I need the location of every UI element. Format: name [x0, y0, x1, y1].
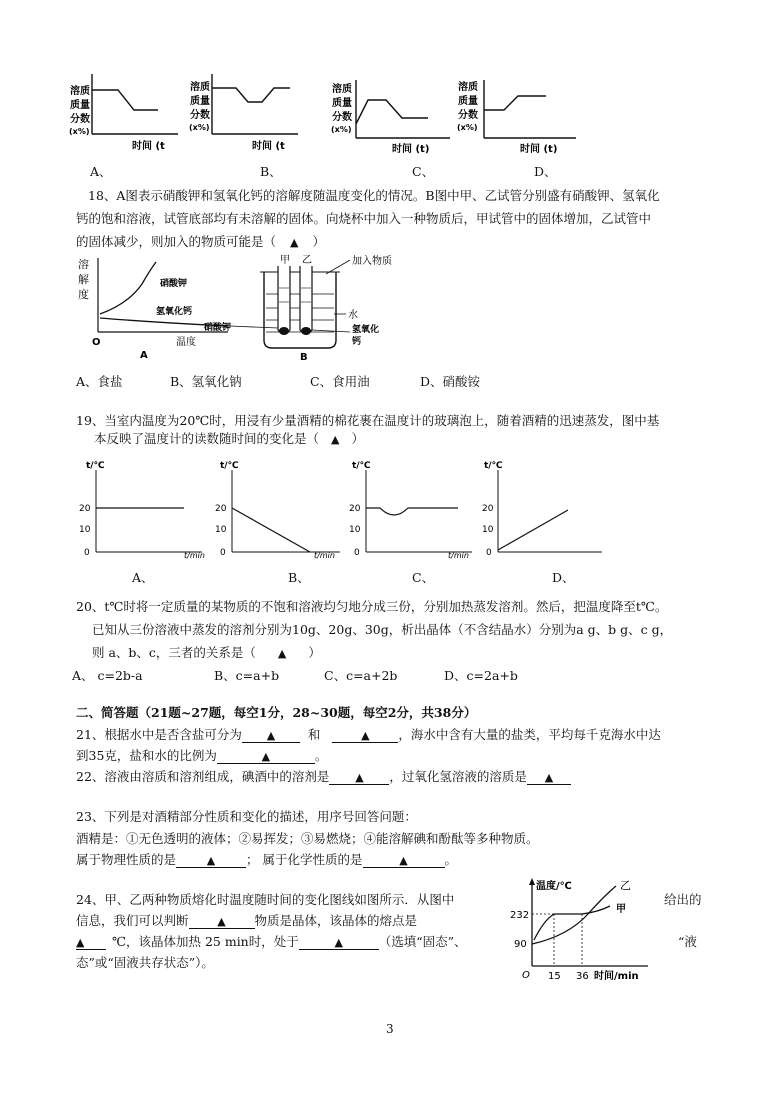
q23-line3-b: ； 属于化学性质的是	[246, 852, 363, 867]
ylabel-1: 溶质	[458, 82, 478, 93]
label-jia: 甲	[616, 904, 626, 915]
curve	[356, 100, 428, 124]
label-water: 水	[348, 310, 358, 321]
q23-blank-1[interactable]: ▲	[176, 854, 246, 868]
q24-line-1a: 24、甲、乙两种物质熔化时温度随时间的变化图线如图所示．从图中	[76, 892, 455, 907]
q18-figure-b	[200, 252, 420, 362]
ylabel-4: (x%)	[189, 123, 210, 132]
ylabel-2: 质量	[70, 100, 90, 111]
tick-0: 0	[84, 548, 90, 558]
q18-option-d: D、硝酸铵	[420, 374, 481, 389]
q24-line2-b: 物质是晶体，该晶体的熔点是	[254, 913, 418, 928]
q21-line2-a: 到35克，盐和水的比例为	[76, 748, 217, 763]
q19-graph-b	[214, 458, 354, 558]
q17-graph-d	[458, 76, 578, 156]
q20-option-d: D、c=2a+b	[444, 668, 518, 683]
curve	[92, 90, 158, 110]
curve	[484, 96, 546, 110]
ylabel: t/℃	[352, 461, 371, 471]
tick-20: 20	[215, 504, 227, 514]
tick-10: 10	[349, 525, 361, 535]
q20-line-3-end: ）	[308, 645, 321, 660]
q18-line-3	[76, 232, 325, 250]
q24-chart	[508, 876, 658, 986]
caption-a: A	[140, 350, 148, 361]
origin: O	[522, 970, 530, 981]
q19-graph-c	[348, 458, 488, 558]
q19-option-a: A、	[132, 570, 154, 585]
q21-text-a: 21、根据水中是否含盐可分为	[76, 727, 242, 742]
q24-line-2	[76, 911, 417, 929]
ylabel: t/℃	[220, 461, 239, 471]
blank-mark: ▲	[290, 236, 299, 249]
q20-option-b: B、c=a+b	[214, 668, 280, 683]
q21-text-c: ，海水中含有大量的盐类，平均每千克海水中达	[398, 727, 661, 742]
q23-line3-c: 。	[444, 852, 458, 867]
ylabel-4: (x%)	[331, 125, 352, 134]
xlabel: 时间 (t	[132, 141, 165, 152]
curve-kno3	[100, 262, 156, 314]
tick-20: 20	[79, 504, 91, 514]
q17-graph-c	[332, 76, 452, 156]
label-add: 加入物质	[352, 256, 392, 267]
q18-option-c: C、食用油	[310, 374, 370, 389]
q18-option-a: A、食盐	[76, 374, 123, 389]
q17-option-c: C、	[412, 164, 435, 179]
q23-line-1: 23、下列是对酒精部分性质和变化的描述，用序号回答问题：	[76, 809, 417, 824]
ylabel: 温度/℃	[536, 881, 572, 892]
q22-blank-1[interactable]: ▲	[329, 771, 389, 785]
tick-20: 20	[482, 504, 494, 514]
q19-line-1: 19、当室内温度为20℃时，用浸有少量酒精的棉花裹在温度计的玻璃泡上，随着酒精的迅速蒸发，图中基	[76, 413, 660, 428]
curve-caoh2-label: 氢氧化钙	[156, 307, 193, 317]
ylabel-3: 分数	[332, 112, 352, 123]
tick-0: 0	[354, 548, 360, 558]
xlabel: 时间 (t	[252, 141, 285, 152]
ylabel: t/℃	[484, 461, 503, 471]
q19-option-b: B、	[288, 570, 310, 585]
y-232: 232	[510, 910, 530, 921]
ylabel-1: 溶	[78, 258, 89, 271]
q24-blank-2[interactable]: ▲	[76, 936, 106, 950]
q23-line-2: 酒精是：①无色透明的液体；②易挥发；③易燃烧；④能溶解碘和酚酞等多种物质。	[76, 831, 539, 846]
label-left: 硝酸钾	[204, 323, 232, 333]
ylabel-2: 质量	[458, 96, 478, 107]
q19-line-2	[94, 429, 364, 447]
q21-blank-2[interactable]: ▲	[332, 729, 398, 743]
q22-line	[76, 767, 571, 785]
x-15: 15	[548, 971, 561, 982]
tick-0: 0	[486, 548, 492, 558]
label-jia: 甲	[280, 255, 290, 266]
q21-line-1	[76, 725, 661, 743]
q24-line-1b: 给出的	[664, 892, 702, 907]
q24-line-4: 态”或“固液共存状态”）。	[76, 955, 214, 970]
ylabel-1: 溶质	[332, 84, 352, 95]
ylabel-1: 溶质	[190, 82, 210, 93]
q18-line-3-text: 的固体减少，则加入的物质可能是（	[76, 234, 277, 249]
q20-line-2: 已知从三份溶液中蒸发的溶剂分别为10g、20g、30g，析出晶体（不含结晶水）分别为a g、b g、c g，	[92, 622, 673, 637]
q17-graph-a	[70, 72, 180, 152]
ylabel: t/℃	[86, 461, 105, 471]
q23-line3-a: 属于物理性质的是	[76, 852, 177, 867]
label-right-1: 氢氧化	[352, 325, 380, 335]
ylabel-2: 质量	[332, 98, 352, 109]
ylabel-3: 度	[78, 288, 89, 301]
caption-b: B	[300, 352, 308, 363]
q19-graph-d	[482, 458, 622, 558]
q20-line-3-text: 则 a、b、c，三者的关系是（	[92, 645, 256, 660]
q18-line-2: 钙的饱和溶液，试管底部均有未溶解的固体。向烧杯中加入一种物质后，甲试管中的固体增加，乙试管中	[76, 211, 652, 226]
q21-line-2	[76, 746, 327, 764]
q17-graph-b	[190, 72, 300, 152]
q24-line3-b: （选填“固态”、	[378, 934, 467, 949]
q24-line-3c: “液	[678, 934, 697, 949]
q24-line2-a: 信息，我们可以判断	[76, 913, 189, 928]
q18-line-1: 18、A图表示硝酸钾和氢氧化钙的溶解度随温度变化的情况。B图中甲、乙试管分别盛有硝酸钾、氢氧化	[88, 188, 660, 203]
q17-option-d: D、	[534, 164, 557, 179]
q22-blank-2[interactable]: ▲	[527, 771, 571, 785]
q20-option-c: C、c=a+2b	[324, 668, 398, 683]
xlabel: t/min	[314, 551, 335, 560]
ylabel-4: (x%)	[69, 127, 90, 136]
q19-graph-a	[76, 458, 216, 558]
q21-blank-3[interactable]: ▲	[217, 750, 315, 764]
q18-option-b: B、氢氧化钠	[170, 374, 242, 389]
q21-text-b: 和	[307, 727, 321, 742]
page-number: 3	[386, 1022, 394, 1036]
q19-line-2-end: ）	[351, 431, 364, 446]
label-yi: 乙	[620, 879, 631, 892]
section-2-title: 二、简答题（21题~27题，每空1分，28~30题，每空2分，共38分）	[76, 705, 477, 720]
tick-0: 0	[220, 548, 226, 558]
q18-line-3-end: ）	[312, 234, 325, 249]
q21-blank-1[interactable]: ▲	[242, 729, 300, 743]
ylabel-3: 分数	[70, 114, 90, 125]
q24-line3-a: ℃，该晶体加热 25 min时，处于	[112, 934, 299, 949]
tick-10: 10	[215, 525, 227, 535]
label-right-2: 钙	[352, 337, 362, 347]
origin: O	[92, 337, 101, 348]
q24-blank-1[interactable]: ▲	[189, 915, 255, 929]
q23-line-3	[76, 850, 457, 868]
x-36: 36	[576, 971, 589, 982]
q22-text-a: 22、溶液由溶质和溶剂组成，碘酒中的溶剂是	[76, 769, 330, 784]
tick-10: 10	[79, 525, 91, 535]
q20-line-1: 20、t℃时将一定质量的某物质的不饱和溶液均匀地分成三份，分别加热蒸发溶剂。然后，把温度降至t℃。	[76, 599, 668, 614]
q20-option-a: A、 c=2b-a	[72, 668, 143, 683]
q19-option-c: C、	[412, 570, 435, 585]
curve-kno3-label: 硝酸钾	[160, 279, 188, 289]
q22-text-b: ，过氧化氢溶液的溶质是	[389, 769, 527, 784]
q20-line-3	[92, 643, 321, 661]
xlabel: 时间 (t)	[392, 144, 430, 155]
q24-blank-3[interactable]: ▲	[299, 936, 379, 950]
tick-20: 20	[349, 504, 361, 514]
y-90: 90	[514, 939, 527, 950]
q17-option-a: A、	[90, 164, 112, 179]
ylabel-1: 溶质	[70, 86, 90, 97]
xlabel: t/min	[184, 551, 205, 560]
q24-line-3	[76, 932, 467, 950]
ylabel-3: 分数	[190, 110, 210, 121]
xlabel: t/min	[448, 551, 469, 560]
curve	[212, 88, 290, 102]
q21-line2-b: 。	[314, 748, 328, 763]
q17-option-b: B、	[260, 164, 282, 179]
label-yi: 乙	[302, 255, 312, 266]
ylabel-3: 分数	[458, 110, 478, 121]
q19-option-d: D、	[552, 570, 575, 585]
ylabel-2: 质量	[190, 96, 210, 107]
ylabel-4: (x%)	[457, 123, 478, 132]
blank-mark: ▲	[277, 647, 287, 660]
tick-10: 10	[482, 525, 494, 535]
xlabel: 时间 (t)	[520, 144, 558, 155]
blank-mark: ▲	[331, 433, 340, 446]
xlabel: 温度	[176, 337, 196, 348]
q19-line-2-text: 本反映了温度计的读数随时间的变化是（	[94, 431, 320, 446]
xlabel: 时间/min	[594, 971, 639, 982]
ylabel-2: 解	[78, 273, 89, 286]
q23-blank-2[interactable]: ▲	[363, 854, 445, 868]
